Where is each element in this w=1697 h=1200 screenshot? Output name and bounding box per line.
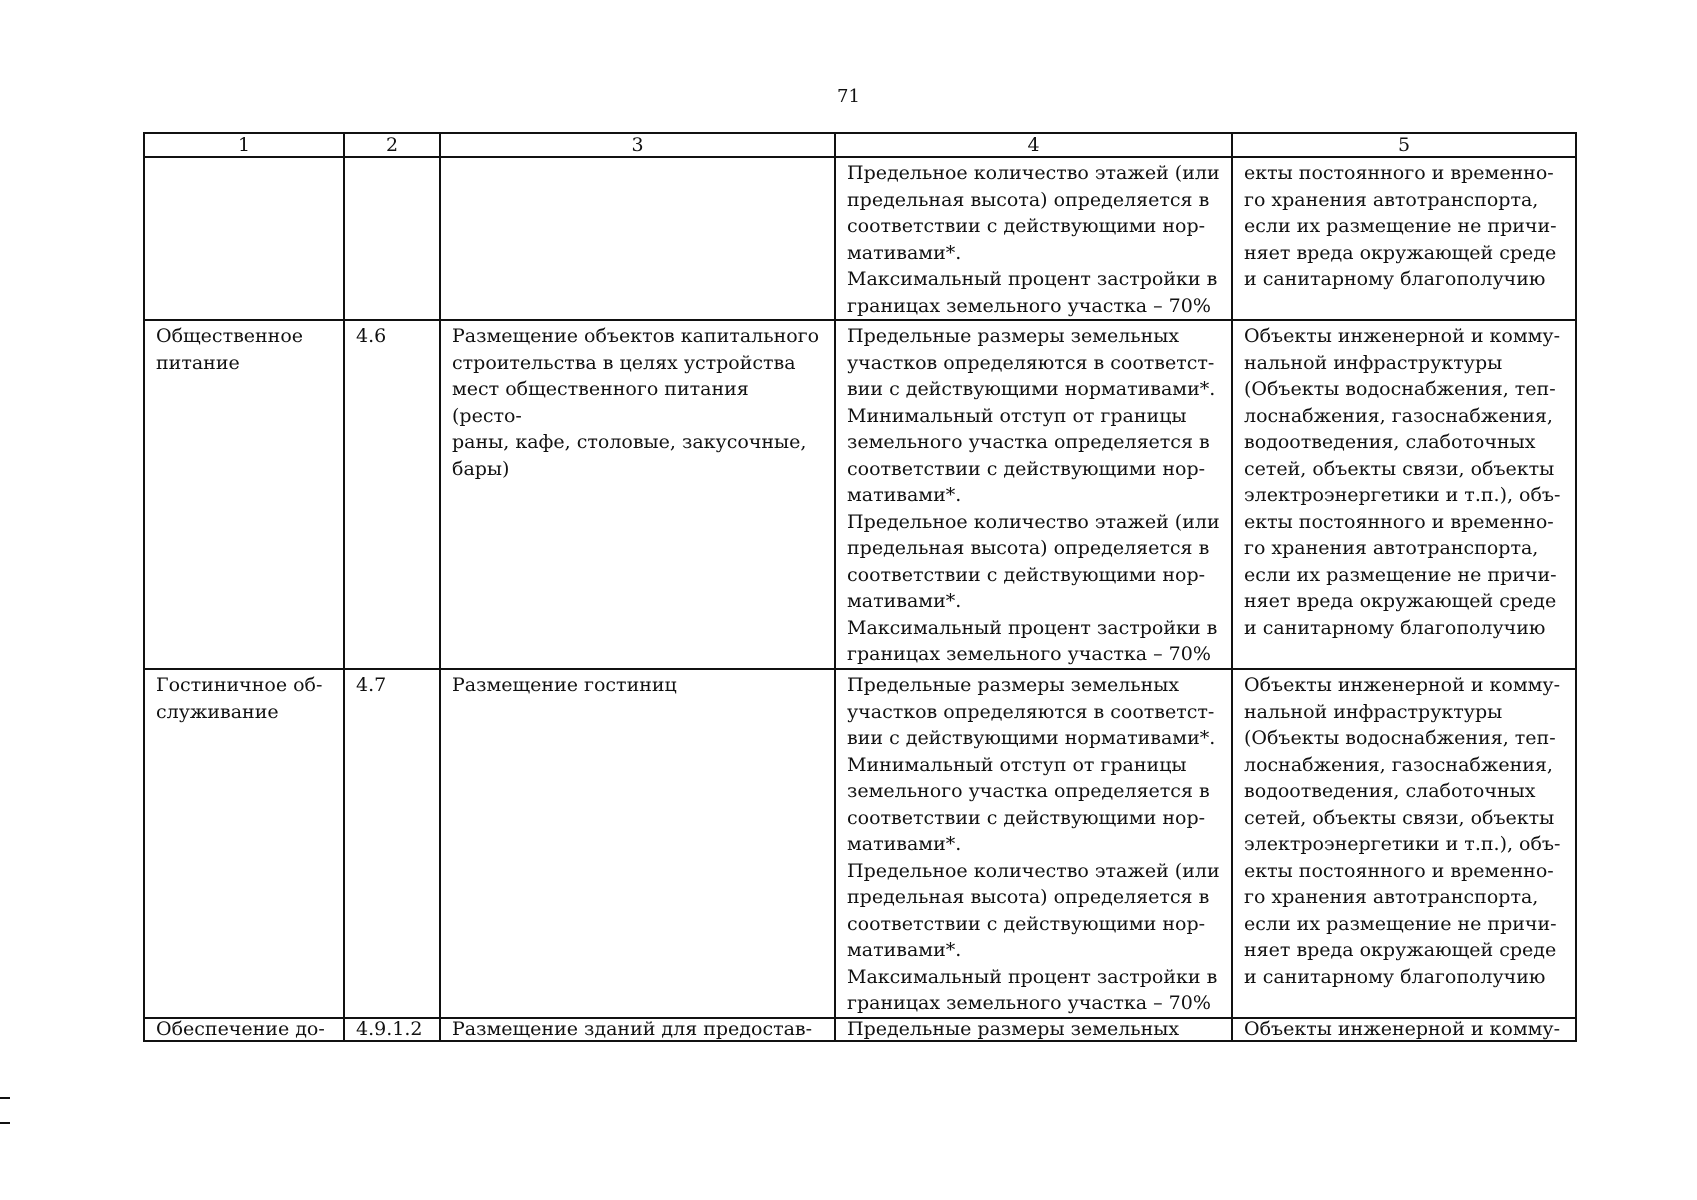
land-use-name: Общественное питание bbox=[156, 325, 304, 374]
page-number: 71 bbox=[837, 86, 860, 107]
auxiliary-uses-cell bbox=[1232, 669, 1576, 1018]
table-row bbox=[144, 157, 1576, 320]
land-use-name: Гостиничное об- служивание bbox=[156, 674, 323, 723]
table-header-row bbox=[144, 133, 1576, 157]
auxiliary-uses-text: екты постоянного и временно- го хранения автотранспорта, если их размещение не причи- няет вреда окружающей среде и санитарному благополучию bbox=[1244, 162, 1557, 290]
regulations-table bbox=[143, 132, 1577, 1042]
land-use-description: Размещение объектов капитального строительства в целях устройства мест общественного питания (ресто- раны, кафе, столовые, закусочные, бары) bbox=[452, 325, 820, 480]
auxiliary-uses-cell bbox=[1232, 1018, 1576, 1041]
column-header-2: 2 bbox=[344, 133, 440, 157]
land-use-description-cell bbox=[440, 1018, 835, 1041]
land-use-description-cell bbox=[440, 157, 835, 320]
parameters-text: Предельные размеры земельных участков определяются в соответст- вии с действующими нормативами*. Минимальный отступ от границы земельного участка определяется в соответствии с действующими нор- мативами*. Предельное количество этажей (или предельная высота) определяется в соответствии с действующими нор- мативами*. Максимальный процент застройки в границах земельного участка – 70% bbox=[847, 674, 1220, 1014]
parameters-text: Предельные размеры земельных участков определяются в соответст- вии с действующими нормативами*. Минимальный отступ от границы земельного участка определяется в соответствии с действующими нор- мативами*. Предельное количество этажей (или предельная высота) определяется в соответствии с действующими нор- мативами*. Максимальный процент застройки в границах земельного участка – 70% bbox=[847, 325, 1220, 665]
margin-mark bbox=[0, 1097, 10, 1099]
land-use-code-cell bbox=[344, 669, 440, 1018]
land-use-code: 4.9.1.2 bbox=[356, 1018, 423, 1040]
table-row bbox=[144, 320, 1576, 669]
land-use-code-cell bbox=[344, 1018, 440, 1041]
parameters-text: Предельные размеры земельных bbox=[847, 1018, 1180, 1040]
auxiliary-uses-text: Объекты инженерной и комму- нальной инфраструктуры (Объекты водоснабжения, теп- лоснабжения, газоснабжения, водоотведения, слаботочных сетей, объекты связи, объекты электроэнергетики и т.п.), объ- екты постоянного и временно- го хранения автотранспорта, если их размещение не причи- няет вреда окружающей среде и санитарному благополучию bbox=[1244, 674, 1561, 988]
land-use-name-cell bbox=[144, 1018, 344, 1041]
land-use-description: Размещение гостиниц bbox=[452, 674, 677, 696]
land-use-description-cell bbox=[440, 320, 835, 669]
auxiliary-uses-text: Объекты инженерной и комму- bbox=[1244, 1018, 1560, 1040]
margin-mark bbox=[0, 1122, 10, 1124]
parameters-cell bbox=[835, 157, 1232, 320]
table-row bbox=[144, 1018, 1576, 1041]
land-use-name-cell bbox=[144, 669, 344, 1018]
parameters-text: Предельное количество этажей (или предельная высота) определяется в соответствии с действующими нор- мативами*. Максимальный процент застройки в границах земельного участка – 70% bbox=[847, 162, 1220, 317]
parameters-cell bbox=[835, 1018, 1232, 1041]
land-use-name-cell bbox=[144, 157, 344, 320]
land-use-code-cell bbox=[344, 320, 440, 669]
land-use-name: Обеспечение до- bbox=[156, 1018, 325, 1040]
column-header-4: 4 bbox=[835, 133, 1232, 157]
auxiliary-uses-cell bbox=[1232, 320, 1576, 669]
land-use-code: 4.7 bbox=[356, 674, 387, 696]
parameters-cell bbox=[835, 669, 1232, 1018]
column-header-3: 3 bbox=[440, 133, 835, 157]
column-header-5: 5 bbox=[1232, 133, 1576, 157]
parameters-cell bbox=[835, 320, 1232, 669]
land-use-code-cell bbox=[344, 157, 440, 320]
land-use-name-cell bbox=[144, 320, 344, 669]
auxiliary-uses-text: Объекты инженерной и комму- нальной инфраструктуры (Объекты водоснабжения, теп- лоснабжения, газоснабжения, водоотведения, слаботочных сетей, объекты связи, объекты электроэнергетики и т.п.), объ- екты постоянного и временно- го хранения автотранспорта, если их размещение не причи- няет вреда окружающей среде и санитарному благополучию bbox=[1244, 325, 1561, 639]
auxiliary-uses-cell bbox=[1232, 157, 1576, 320]
land-use-code: 4.6 bbox=[356, 325, 387, 347]
table-row bbox=[144, 669, 1576, 1018]
column-header-1: 1 bbox=[144, 133, 344, 157]
land-use-description-cell bbox=[440, 669, 835, 1018]
land-use-description: Размещение зданий для предостав- bbox=[452, 1018, 813, 1040]
